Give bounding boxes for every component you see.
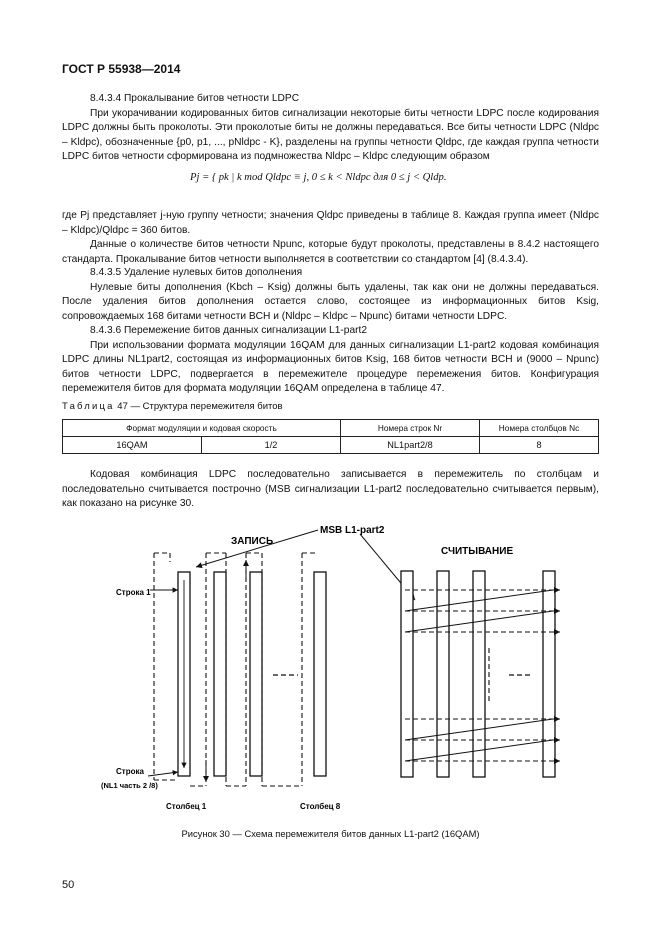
header-rows: Номера строк Nr <box>341 420 480 437</box>
label-row-1: Строка 1 <box>116 588 151 597</box>
cell-code-rate: 1/2 <box>202 437 341 454</box>
cell-columns: 8 <box>480 437 599 454</box>
rown-arrow <box>148 772 178 776</box>
label-row-n: Строка <box>116 767 144 776</box>
read-columns <box>401 571 555 777</box>
section-title: 8.4.3.4 Прокалывание битов четности LDPC <box>90 93 300 104</box>
paragraph-after-table <box>62 468 599 512</box>
section-8-4-3-6 <box>62 324 599 397</box>
read-column-3 <box>473 571 485 777</box>
table-caption-word: Таблица <box>62 401 115 412</box>
table-header-row <box>63 420 599 437</box>
header-modulation: Формат модуляции и кодовая скорость <box>63 420 341 437</box>
table-47 <box>62 419 599 454</box>
table-row <box>63 437 599 454</box>
cell-rows: NL1part2/8 <box>341 437 480 454</box>
paragraph: где Pj представляет j-ную группу четности; значения Qldpc приведены в таблице 8. Каждая группа имеет (Nldpc – Kldpc)/Qldpc = 360 битов. <box>62 210 599 236</box>
section-title: 8.4.3.6 Перемежение битов данных сигнализации L1-part2 <box>90 325 368 336</box>
label-msb: MSB L1-part2 <box>320 525 385 536</box>
label-read: СЧИТЫВАНИЕ <box>441 546 514 557</box>
page-number: 50 <box>62 879 75 891</box>
paragraph: При использовании формата модуляции 16QAM для данных сигнализации L1-part2 кодовая комбинация LDPC длины NL1part2, состоящая из информационных битов Ksig, 168 битов четности BCH и (9000 – Npunc) битов четности LDPC, подвергается в перемежителе процедуре перемежения битов. Конфигурация перемежителя битов для формата модуляции 16QAM определена в таблице 47. <box>62 339 599 395</box>
paragraph: Нулевые биты дополнения (Kbch – Ksig) должны быть удалены, так как они не должны передаваться. После удаления битов дополнения остается слово, состоящее из информационных битов Ksig, сопровождаемых 168 битами четности BCH и (Nldpc – Kldpc – Npunc) битами четности LDPC. <box>62 281 599 322</box>
paragraph: Данные о количестве битов четности Npunc, которые будут проколоты, представлены в 8.4.2 настоящего стандарта. Прокалывание битов четности выполняется в соответствии со стандартом [4] (8.4.3.4). <box>62 239 599 265</box>
read-column-2 <box>437 571 449 777</box>
write-column-3 <box>250 572 262 776</box>
cell-modulation: 16QAM <box>63 437 202 454</box>
read-column-8 <box>543 571 555 777</box>
parity-group-formula: Pj = { pk | k mod Qldpc ≡ j, 0 ≤ k < Nldpc для 0 ≤ j < Qldp. <box>190 172 447 183</box>
figure-caption: Рисунок 30 — Схема перемежителя битов данных L1-part2 (16QAM) <box>181 828 480 839</box>
read-column-1 <box>401 571 413 777</box>
label-row-n-expr: (NL1 часть 2 /8) <box>101 781 158 790</box>
paragraph: При укорачивании кодированных битов сигнализации некоторые биты четности LDPC после кодирования LDPC должны быть проколоты. Эти проколотые биты не должны передаваться. Все биты четности LDPC (Nldpc – Kldpc), обозначенные {p0, p1, ..., pNldpc - K}, разделены на группы четности Qldpc, где каждая группа четности LDPC битов четности сформирована из подмножества Nldpc – Kldpc следующим образом <box>62 107 599 163</box>
section-8-4-3-4 <box>62 92 599 165</box>
write-column-2 <box>214 572 226 776</box>
section-title: 8.4.3.5 Удаление нулевых битов дополнения <box>90 267 303 278</box>
table-caption <box>62 401 283 412</box>
label-column-8: Столбец 8 <box>300 802 341 811</box>
header-columns: Номера столбцов Nc <box>480 420 599 437</box>
table-caption-text: 47 — Структура перемежителя битов <box>117 401 283 412</box>
figure-30-interleaver-diagram <box>0 520 661 820</box>
standard-header: ГОСТ Р 55938—2014 <box>62 62 181 76</box>
section-8-4-3-4-cont <box>62 209 599 267</box>
write-column-8 <box>314 572 326 776</box>
write-columns <box>178 572 326 776</box>
paragraph: Кодовая комбинация LDPC последовательно записывается в перемежитель по столбцам и последовательно считывается построчно (MSB сигнализации L1-part2 последовательно считывается первым), как показано на рисунке 30. <box>62 469 599 510</box>
label-write: ЗАПИСЬ <box>231 536 274 547</box>
section-8-4-3-5 <box>62 266 599 324</box>
label-column-1: Столбец 1 <box>166 802 207 811</box>
